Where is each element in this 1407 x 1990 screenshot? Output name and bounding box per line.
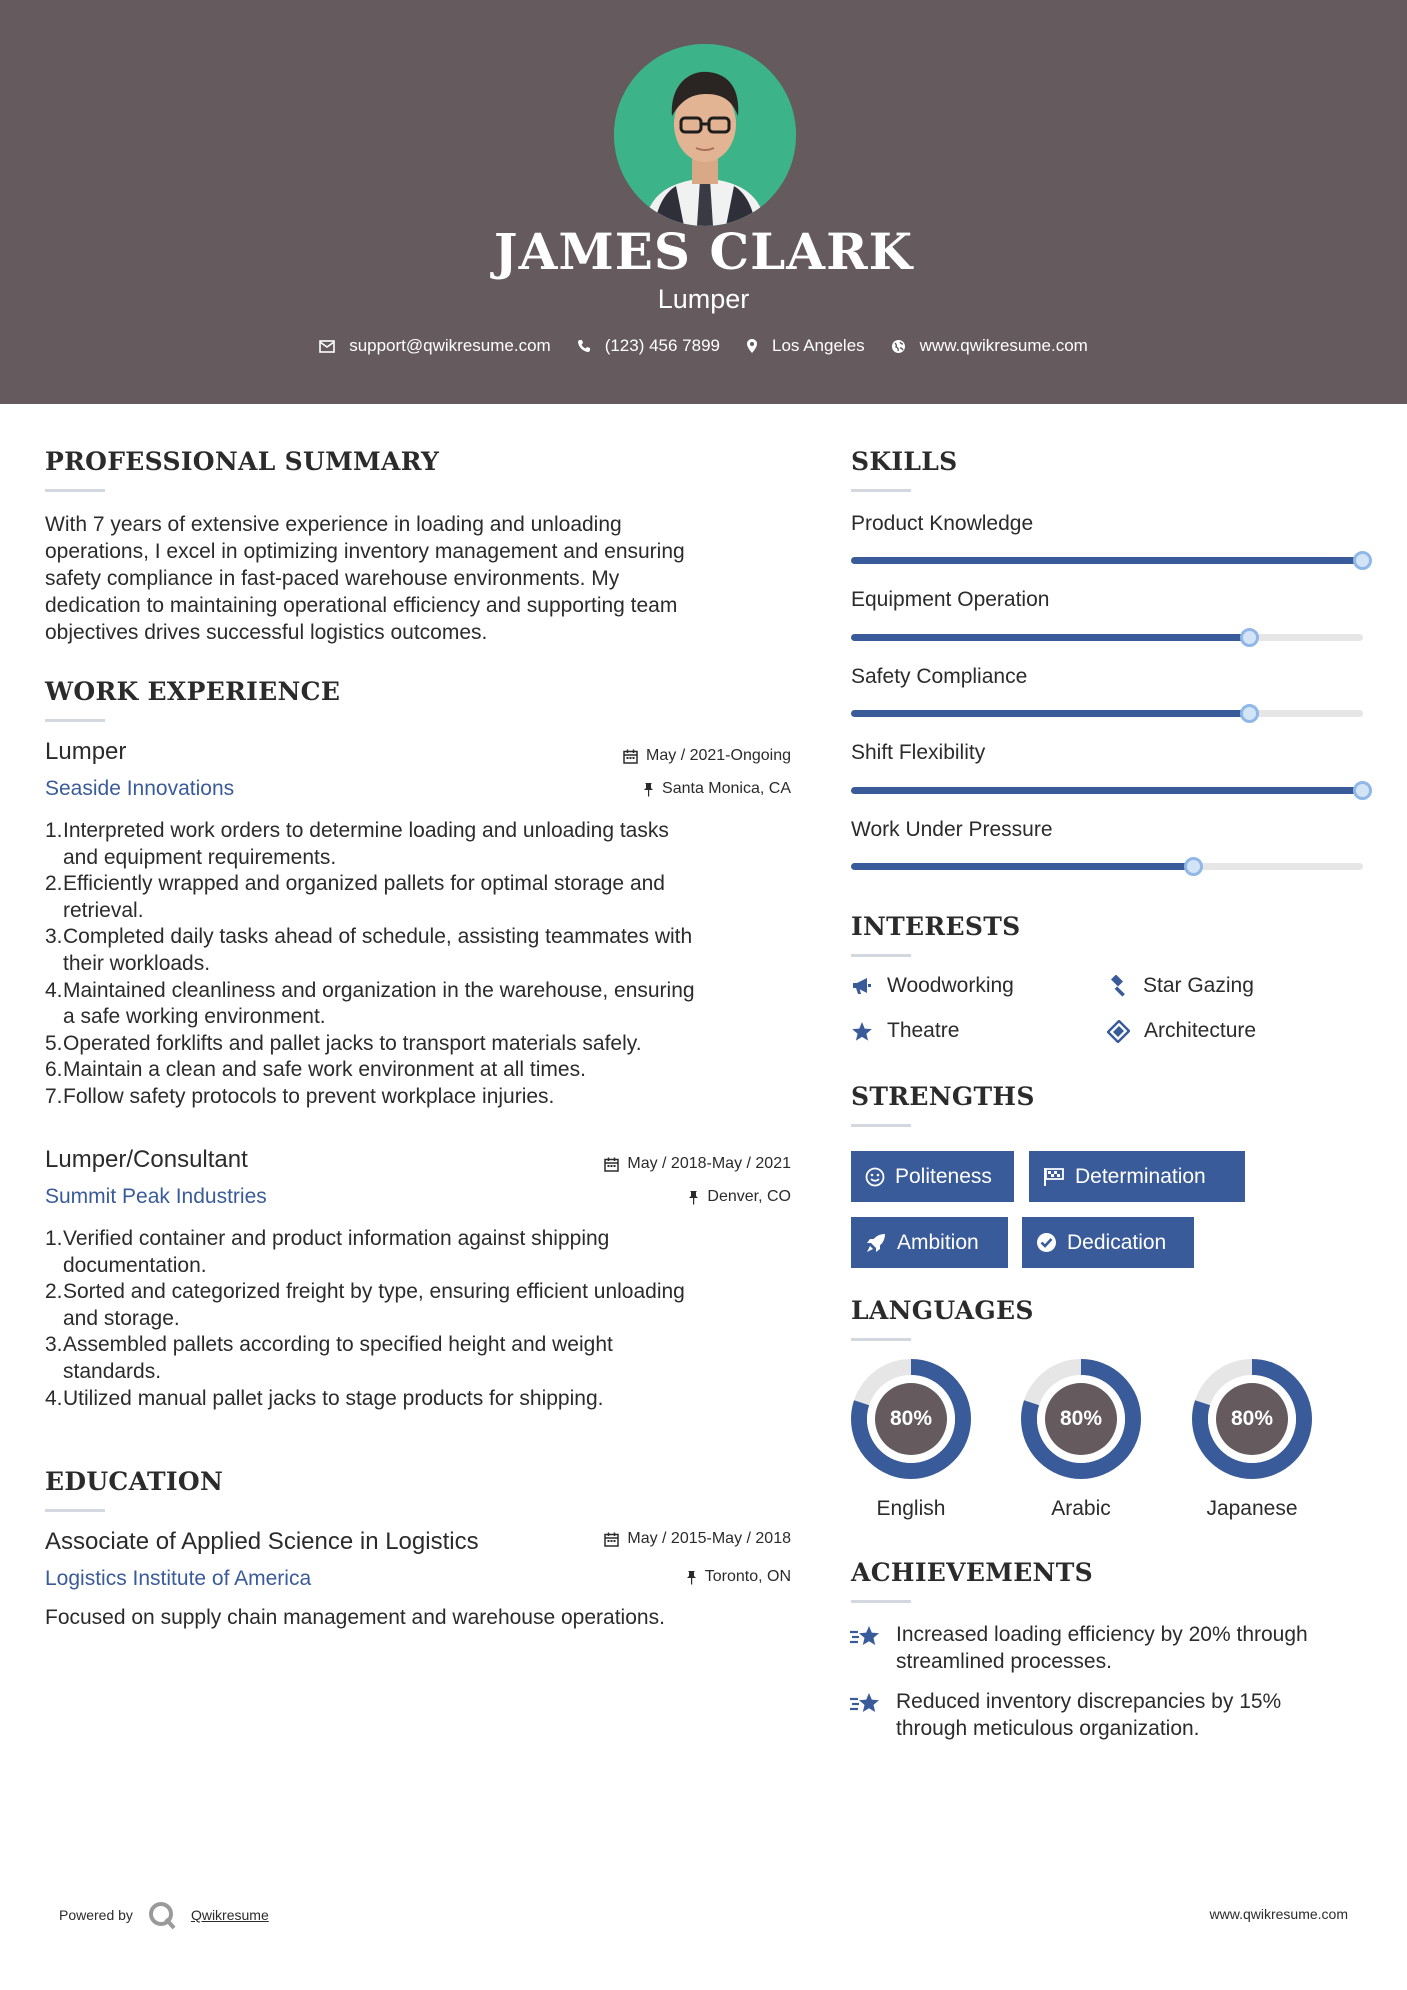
list-text: Interpreted work orders to determine loading and unloading tasks (63, 819, 669, 842)
job-title: Lumper (45, 738, 127, 765)
job-dates (540, 747, 791, 765)
skill-bar-knob (1353, 781, 1372, 800)
rocket-icon (865, 1232, 887, 1254)
map-marker-icon (746, 338, 758, 354)
job-location (540, 1188, 791, 1206)
interest-item (851, 974, 1014, 998)
gavel-icon (1107, 975, 1129, 997)
skills-heading: SKILLS (851, 447, 958, 476)
degree-title: Associate of Applied Science in Logistics (45, 1528, 479, 1555)
list-item (45, 1057, 805, 1084)
list-item (45, 1031, 805, 1058)
summary-line: dedication to maintaining operational efficiency and supporting team (45, 594, 678, 617)
job-company: Summit Peak Industries (45, 1185, 267, 1208)
achievements-heading: ACHIEVEMENTS (851, 1558, 1093, 1587)
experience-divider (45, 719, 105, 722)
interest-label: Architecture (1144, 1019, 1257, 1042)
language-progress-ring (1190, 1357, 1314, 1481)
skill-bar (851, 863, 1363, 870)
list-text: Efficiently wrapped and organized pallets for optimal storage and (63, 872, 665, 896)
contact-website-text: www.qwikresume.com (919, 336, 1088, 355)
list-text: their workloads. (63, 951, 211, 975)
job-location-text: Santa Monica, CA (662, 780, 791, 797)
list-number: 4. (45, 978, 63, 1002)
contact-email-text: support@qwikresume.com (349, 336, 551, 355)
list-number: 6. (45, 1058, 63, 1082)
summary-line: With 7 years of extensive experience in loading and unloading (45, 513, 622, 536)
job-duties-list (45, 818, 805, 1111)
strength-label: Determination (1075, 1164, 1206, 1188)
powered-by-text: Powered by (59, 1907, 133, 1923)
achievement-line: streamlined processes. (896, 1650, 1112, 1673)
language-progress-ring (1019, 1357, 1143, 1481)
language-name: Japanese (1206, 1497, 1298, 1520)
summary-line: operations, I excel in optimizing inventory management and ensuring (45, 540, 685, 563)
list-text: Maintained cleanliness and organization in the warehouse, ensuring (63, 978, 695, 1002)
list-text: standards. (63, 1359, 162, 1383)
school-name: Logistics Institute of America (45, 1567, 312, 1590)
skill-bar-knob (1240, 704, 1259, 723)
strength-tag (1029, 1151, 1245, 1202)
list-text: Assembled pallets according to specified height and weight (63, 1333, 613, 1357)
education-divider (45, 1509, 105, 1512)
list-text: Verified container and product information against shipping (63, 1227, 610, 1250)
language-item (1019, 1357, 1143, 1520)
list-number: 1. (45, 819, 63, 842)
skill-bar-fill (851, 634, 1250, 641)
interest-label: Woodworking (887, 974, 1014, 997)
list-item (45, 978, 805, 1031)
profile-photo (614, 44, 796, 226)
pushpin-icon (686, 1570, 697, 1585)
phone-icon (577, 339, 591, 353)
flag-icon (1043, 1167, 1065, 1187)
envelope-icon (319, 340, 335, 353)
skill-bar-knob (1353, 551, 1372, 570)
list-item (45, 924, 805, 977)
list-number: 3. (45, 1333, 63, 1357)
language-name: English (876, 1497, 946, 1520)
contact-location (746, 336, 865, 356)
language-item (1190, 1357, 1314, 1520)
list-number: 2. (45, 872, 63, 896)
achievement-line: through meticulous organization. (896, 1717, 1200, 1740)
list-number: 1. (45, 1227, 63, 1250)
interest-label: Theatre (887, 1019, 960, 1042)
interest-item (1107, 974, 1254, 998)
achievement-item (896, 1621, 1366, 1675)
globe-icon (891, 339, 906, 354)
skill-bar (851, 787, 1363, 794)
list-text: Follow safety protocols to prevent workplace injuries. (63, 1084, 555, 1108)
footer-powered-by (59, 1900, 269, 1930)
job-dates (520, 1155, 791, 1173)
qwikresume-logo-icon (147, 1900, 177, 1930)
candidate-name: JAMES CLARK (493, 222, 914, 281)
list-text: a safe working environment. (63, 1005, 326, 1029)
job-title: Lumper/Consultant (45, 1146, 248, 1173)
education-dates (520, 1530, 791, 1548)
language-name: Arabic (1051, 1497, 1111, 1520)
skill-bar (851, 710, 1363, 717)
skill-bar-knob (1240, 628, 1259, 647)
list-item (45, 1332, 805, 1385)
qwikresume-link[interactable]: Qwikresume (190, 1907, 269, 1923)
skills-divider (851, 489, 911, 492)
education-location-text: Toronto, ON (704, 1568, 791, 1585)
languages-divider (851, 1338, 911, 1341)
skill-name: Work Under Pressure (851, 818, 1053, 841)
achievement-line: Reduced inventory discrepancies by 15% (896, 1690, 1282, 1713)
list-item (45, 1386, 805, 1413)
contact-email[interactable] (319, 336, 551, 356)
calendar-icon (623, 749, 638, 764)
list-number: 4. (45, 1386, 63, 1410)
strength-tag (851, 1217, 1008, 1268)
bullhorn-icon (851, 976, 873, 996)
check-circle-icon (1036, 1232, 1057, 1253)
language-percent: 80% (1230, 1407, 1274, 1430)
skill-name: Safety Compliance (851, 665, 1028, 688)
summary-heading: PROFESSIONAL SUMMARY (45, 447, 440, 476)
summary-divider (45, 489, 105, 492)
strength-label: Dedication (1067, 1230, 1167, 1254)
list-text: and equipment requirements. (63, 845, 337, 869)
list-item (45, 818, 805, 871)
job-location-text: Denver, CO (707, 1188, 791, 1205)
skill-bar-fill (851, 557, 1363, 564)
pushpin-icon (643, 782, 654, 797)
list-text: Completed daily tasks ahead of schedule, assisting teammates with (63, 925, 693, 949)
job-dates-text: May / 2018-May / 2021 (627, 1155, 791, 1172)
ticket-icon (1107, 1020, 1130, 1043)
language-progress-ring (849, 1357, 973, 1481)
list-item (45, 1084, 805, 1111)
contact-phone-text: (123) 456 7899 (604, 336, 721, 355)
list-text: Maintain a clean and safe work environment at all times. (63, 1058, 586, 1082)
job-company: Seaside Innovations (45, 777, 235, 800)
list-item (45, 1226, 805, 1279)
summary-text (45, 511, 805, 646)
star-burst-icon (849, 1623, 883, 1651)
contact-website[interactable] (891, 336, 1088, 356)
list-number: 5. (45, 1031, 63, 1055)
interest-item (851, 1019, 959, 1043)
resume-header (0, 0, 1407, 404)
list-text: Operated forklifts and pallet jacks to transport materials safely. (63, 1031, 642, 1055)
skill-bar-knob (1184, 857, 1203, 876)
list-item (45, 1279, 805, 1332)
skill-bar-fill (851, 710, 1250, 717)
interests-divider (851, 954, 911, 957)
candidate-title: Lumper (657, 284, 750, 314)
list-number: 2. (45, 1280, 63, 1304)
list-text: Sorted and categorized freight by type, ensuring efficient unloading (63, 1280, 685, 1304)
contact-phone[interactable] (577, 336, 720, 356)
job-location (540, 780, 791, 798)
strength-tag (851, 1151, 1014, 1202)
achievements-divider (851, 1600, 911, 1603)
skill-name: Product Knowledge (851, 512, 1034, 535)
list-text: and storage. (63, 1306, 180, 1330)
interest-item (1107, 1019, 1256, 1043)
pushpin-icon (688, 1190, 699, 1205)
summary-line: objectives drives successful logistics outcomes. (45, 621, 488, 644)
language-percent: 80% (1059, 1407, 1103, 1430)
achievement-line: Increased loading efficiency by 20% through (896, 1623, 1308, 1646)
list-text: Utilized manual pallet jacks to stage products for shipping. (63, 1386, 604, 1410)
calendar-icon (604, 1157, 619, 1172)
star-burst-icon (849, 1690, 883, 1718)
list-item (45, 871, 805, 924)
list-text: retrieval. (63, 898, 144, 922)
list-number: 7. (45, 1084, 63, 1108)
education-heading: EDUCATION (45, 1467, 224, 1496)
skill-bar (851, 634, 1363, 641)
education-description: Focused on supply chain management and warehouse operations. (45, 1606, 665, 1629)
contact-bar (0, 336, 1407, 356)
job-duties-list (45, 1226, 805, 1412)
interests-heading: INTERESTS (851, 912, 1021, 941)
experience-heading: WORK EXPERIENCE (45, 677, 341, 706)
strength-label: Ambition (897, 1230, 979, 1254)
strengths-divider (851, 1124, 911, 1127)
summary-line: safety compliance in fast-paced warehouse environments. My (45, 567, 620, 590)
skill-bar-fill (851, 787, 1363, 794)
strength-tag (1022, 1217, 1194, 1268)
strengths-heading: STRENGTHS (851, 1082, 1035, 1111)
smile-icon (865, 1167, 885, 1187)
skill-name: Shift Flexibility (851, 741, 986, 764)
skill-bar-fill (851, 863, 1194, 870)
job-dates-text: May / 2021-Ongoing (646, 747, 791, 764)
education-dates-text: May / 2015-May / 2018 (627, 1530, 791, 1547)
languages-heading: LANGUAGES (851, 1296, 1034, 1325)
skill-name: Equipment Operation (851, 588, 1050, 611)
skill-bar (851, 557, 1363, 564)
education-location (540, 1568, 791, 1586)
list-number: 3. (45, 925, 63, 949)
calendar-icon (604, 1532, 619, 1547)
contact-location-text: Los Angeles (772, 336, 865, 355)
language-item (849, 1357, 973, 1520)
language-percent: 80% (889, 1407, 933, 1430)
person-portrait-icon (614, 44, 796, 226)
achievement-item (896, 1688, 1366, 1742)
footer-website-link[interactable]: www.qwikresume.com (1209, 1906, 1348, 1922)
interest-label: Star Gazing (1143, 974, 1254, 997)
strength-label: Politeness (895, 1164, 992, 1188)
star-icon (851, 1021, 873, 1042)
list-text: documentation. (63, 1253, 207, 1277)
